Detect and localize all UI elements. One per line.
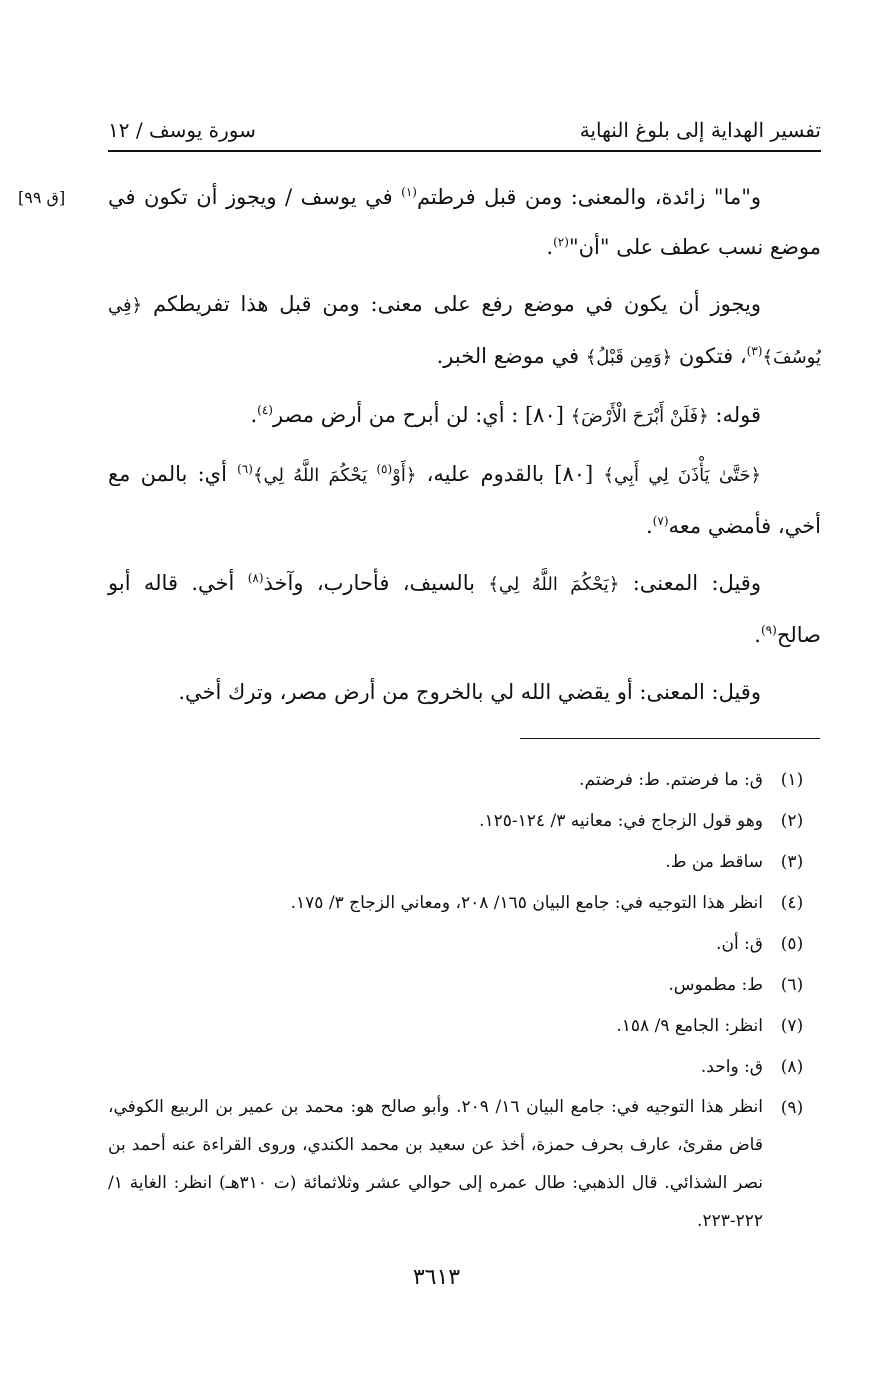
quran-quote: ﴿فَلَنْ أَبْرَحَ الْأَرْضَ﴾ <box>570 406 709 427</box>
footnote-item <box>108 965 821 1006</box>
footnote-number: (٥) <box>780 934 804 954</box>
footnote-number: (٦) <box>780 975 804 995</box>
footnote-item <box>108 842 821 883</box>
footnote-marker: (٨) <box>247 571 264 585</box>
footnote-number: (١) <box>780 770 804 790</box>
footnote-item <box>108 1047 821 1088</box>
footnote-marker: (٢) <box>553 235 569 249</box>
body-paragraph <box>108 558 821 660</box>
footnote-item <box>108 1006 821 1047</box>
body-paragraph <box>108 172 821 272</box>
text-run: وقيل: المعنى: <box>619 571 761 595</box>
footnote-marker: (٣) <box>746 344 763 358</box>
body-paragraph <box>108 390 821 442</box>
body-paragraph <box>108 449 821 551</box>
quran-quote: ﴿فِي يُوسُفَ﴾ <box>108 295 821 368</box>
footnote-text: انظر هذا التوجيه في: جامع البيان ١٦/ ٢٠٩. وأبو صالح هو: محمد بن عمير بن الربيع الكوفي، قاض مقرئ، عارف بحرف حمزة، أخذ عن سعيد بن محمد الكندي، وروى القراءة عنه أحمد بن نصر الشذائي. قال الذهبي: طال عمره إلى حوالي عشر وثلاثمائة (ت ٣١٠هـ) انظر: الغاية ١/ ٢٢٢-٢٢٣. <box>108 1097 763 1231</box>
footnote-marker: (٩) <box>760 623 777 637</box>
header-divider <box>108 150 821 152</box>
footnote-number: (٤) <box>780 893 804 913</box>
footnotes <box>108 760 821 1240</box>
quran-quote: ﴿وَمِن قَبْلُ﴾ <box>585 347 673 368</box>
footnote-marker: (٤) <box>257 403 273 417</box>
footnote-number: (٨) <box>780 1057 804 1077</box>
footnote-text: انظر: الجامع ٩/ ١٥٨. <box>616 1016 763 1036</box>
text-run: في يوسف / ويجوز أن تكون في موضع نسب عطف على "أن" <box>108 185 821 259</box>
text-run: ، فتكون <box>672 344 747 368</box>
main-text <box>108 172 821 724</box>
text-run: أي: بالمن مع أخي، فأمضي معه <box>108 462 821 538</box>
text-run: ويجوز أن يكون في موضع رفع على معنى: ومن قبل هذا تفريطكم <box>142 292 761 316</box>
footnote-marker: (١) <box>401 185 417 199</box>
text-run: . <box>645 514 653 538</box>
quran-quote: يَحْكُمَ اللَّهُ لِي﴾ <box>252 465 377 486</box>
footnote-item <box>108 801 821 842</box>
footnote-text: ق: واحد. <box>700 1057 763 1077</box>
footnote-marker: (٥) <box>376 462 393 476</box>
footnote-item <box>108 1088 821 1240</box>
running-header <box>108 110 821 150</box>
text-run: قوله: <box>708 403 761 427</box>
footnote-text: انظر هذا التوجيه في: جامع البيان ١٦٥/ ٢٠٨، ومعاني الزجاج ٣/ ١٧٥. <box>290 893 763 913</box>
footnote-text: ساقط من ط. <box>665 852 763 872</box>
text-run: . <box>250 403 258 427</box>
book-title: تفسير الهداية إلى بلوغ النهاية <box>579 118 821 142</box>
footnote-item <box>108 883 821 924</box>
body-paragraph <box>108 667 821 717</box>
footnote-text: ط: مطموس. <box>668 975 763 995</box>
footnote-number: (٩) <box>780 1098 804 1118</box>
body-paragraph <box>108 279 821 383</box>
footnote-number: (٣) <box>780 852 804 872</box>
footnote-text: وهو قول الزجاج في: معانيه ٣/ ١٢٤-١٢٥. <box>479 811 763 831</box>
footnote-number: (٧) <box>780 1016 804 1036</box>
footnote-item <box>108 760 821 801</box>
manuscript-margin-note: [ق ٩٩] <box>18 188 66 207</box>
quran-quote: ﴿حَتَّىٰ يَأْذَنَ لِي أَبِي﴾ <box>603 465 761 486</box>
text-run: و"ما" زائدة، والمعنى: ومن قبل فرطتم <box>416 185 761 209</box>
footnote-text: ق: ما فرضتم. ط: فرضتم. <box>579 770 763 790</box>
text-run: [٨٠] بالقدوم عليه، <box>416 462 604 486</box>
text-run: . <box>546 235 554 259</box>
text-run: وقيل: المعنى: أو يقضي الله لي بالخروج من أرض مصر، وترك أخي. <box>178 680 761 704</box>
footnote-marker: (٦) <box>237 462 253 476</box>
page-number: ٣٦١٣ <box>412 1265 461 1290</box>
footnote-text: ق: أن. <box>716 934 763 954</box>
footnote-number: (٢) <box>780 811 804 831</box>
surah-label: سورة يوسف / ١٢ <box>108 118 256 142</box>
text-run: . <box>754 623 761 647</box>
text-run: في موضع الخبر. <box>436 344 586 368</box>
footnote-divider <box>520 738 820 739</box>
quran-quote: ﴿يَحْكُمَ اللَّهُ لِي﴾ <box>488 574 620 595</box>
quran-quote: ﴿أَوْ <box>392 465 417 486</box>
text-run: [٨٠] : أي: لن أبرح من أرض مصر <box>272 403 571 427</box>
text-run: أخي. قاله أبو صالح <box>108 571 821 647</box>
text-run: بالسيف، فأحارب، وآخذ <box>263 571 489 595</box>
footnote-marker: (٧) <box>652 514 669 528</box>
footnote-item <box>108 924 821 965</box>
